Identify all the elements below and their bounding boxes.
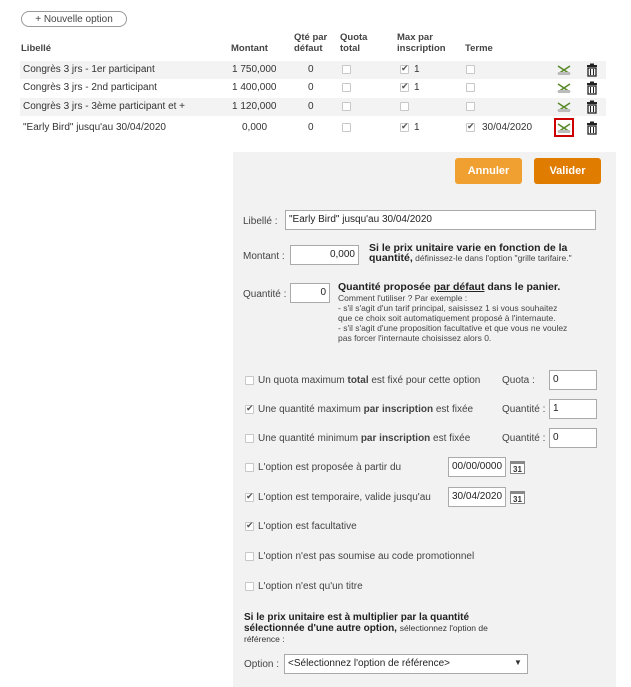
- title-only-label: L'option n'est qu'un titre: [258, 581, 363, 592]
- multiply-note-line3: référence :: [244, 634, 285, 644]
- row-terme-value: 30/04/2020: [482, 122, 533, 133]
- promo-checkbox[interactable]: [245, 552, 254, 561]
- chevron-down-icon[interactable]: ▼: [514, 658, 522, 667]
- cancel-button[interactable]: Annuler: [455, 158, 522, 184]
- row-libelle: Congrès 3 jrs - 3ème participant et +: [23, 101, 186, 112]
- header-libelle: Libellé: [21, 43, 52, 54]
- header-qte-line2: défaut: [294, 43, 323, 54]
- row-max-value: 1: [414, 64, 420, 75]
- min-per-inscription-checkbox[interactable]: [245, 434, 254, 443]
- temporary-label: L'option est temporaire, valide jusqu'au: [258, 492, 431, 503]
- option-ref-label: Option :: [244, 659, 280, 670]
- row-qte: 0: [308, 122, 314, 133]
- optional-checkbox[interactable]: [245, 522, 254, 531]
- row-terme-checkbox[interactable]: [466, 65, 475, 74]
- min-field-label: Quantité :: [502, 433, 546, 444]
- max-field-label: Quantité :: [502, 404, 546, 415]
- table-row[interactable]: [20, 61, 606, 79]
- quantite-help-line: pas forcer l'internaute choisissez alors 0.: [338, 333, 492, 343]
- header-qte: [294, 32, 327, 54]
- trash-icon[interactable]: [585, 63, 599, 77]
- row-qte: 0: [308, 101, 314, 112]
- quota-total-label: Un quota maximum total est fixé pour cette option: [258, 375, 481, 386]
- title-only-checkbox[interactable]: [245, 582, 254, 591]
- edit-tools-icon[interactable]: [557, 100, 571, 114]
- calendar-icon[interactable]: 31: [510, 491, 525, 504]
- row-terme-checkbox[interactable]: [466, 123, 475, 132]
- end-date-input[interactable]: 30/04/2020: [448, 487, 506, 507]
- row-montant: 1 400,000: [232, 82, 277, 93]
- montant-label: Montant :: [243, 251, 285, 262]
- row-terme-checkbox[interactable]: [466, 102, 475, 111]
- row-libelle: Congrès 3 jrs - 2nd participant: [23, 82, 157, 93]
- row-quota-checkbox[interactable]: [342, 123, 351, 132]
- max-per-inscription-checkbox[interactable]: [245, 405, 254, 414]
- header-max-line2: inscription: [397, 43, 446, 54]
- row-libelle: "Early Bird" jusqu'au 30/04/2020: [23, 122, 166, 133]
- row-terme-checkbox[interactable]: [466, 83, 475, 92]
- header-max: [397, 32, 446, 54]
- quantite-input[interactable]: 0: [290, 283, 330, 303]
- libelle-label: Libellé :: [243, 216, 278, 227]
- edit-tools-icon[interactable]: [557, 63, 571, 77]
- validate-button[interactable]: Valider: [534, 158, 601, 184]
- row-qte: 0: [308, 64, 314, 75]
- row-qte: 0: [308, 82, 314, 93]
- min-per-inscription-label: Une quantité minimum par inscription est fixée: [258, 433, 471, 444]
- header-terme: Terme: [465, 43, 493, 54]
- edit-tools-icon[interactable]: [557, 121, 571, 135]
- row-max-value: 1: [414, 82, 420, 93]
- promo-label: L'option n'est pas soumise au code promotionnel: [258, 551, 475, 562]
- new-option-button[interactable]: + Nouvelle option: [21, 11, 127, 27]
- max-input[interactable]: 1: [549, 399, 597, 419]
- trash-icon[interactable]: [585, 100, 599, 114]
- row-montant: 0,000: [242, 122, 268, 133]
- multiply-note-line2: sélectionnée d'une autre option, sélectionnez l'option de: [244, 623, 488, 634]
- edit-option-panel: [233, 152, 616, 687]
- montant-note-bold: Si le prix unitaire varie en fonction de la quantité,: [369, 242, 568, 264]
- trash-icon[interactable]: [585, 81, 599, 95]
- quantite-help-line: - s'il s'agit d'une proposition facultative et que vous ne voulez: [338, 323, 568, 333]
- header-quota-line2: total: [340, 43, 361, 54]
- row-quota-checkbox[interactable]: [342, 83, 351, 92]
- row-max-checkbox[interactable]: [400, 65, 409, 74]
- min-input[interactable]: 0: [549, 428, 597, 448]
- quantite-help-line: Comment l'utiliser ? Par exemple :: [338, 293, 468, 303]
- trash-icon[interactable]: [585, 121, 599, 135]
- multiply-note-line1: Si le prix unitaire est à multiplier par la quantité: [244, 612, 470, 623]
- table-row[interactable]: [20, 98, 606, 116]
- multiply-note: [244, 612, 544, 645]
- row-max-checkbox[interactable]: [400, 102, 409, 111]
- row-max-value: 1: [414, 122, 420, 133]
- montant-note: [369, 243, 599, 263]
- start-date-input[interactable]: 00/00/0000: [448, 457, 506, 477]
- montant-input[interactable]: 0,000: [290, 245, 359, 265]
- start-date-label: L'option est proposée à partir du: [258, 462, 402, 473]
- quantite-title: Quantité proposée par défaut dans le panier.: [338, 281, 561, 293]
- row-quota-checkbox[interactable]: [342, 65, 351, 74]
- max-per-inscription-label: Une quantité maximum par inscription est fixée: [258, 404, 474, 415]
- header-quota: [340, 32, 367, 54]
- row-max-checkbox[interactable]: [400, 123, 409, 132]
- header-montant: Montant: [231, 43, 268, 54]
- optional-label: L'option est facultative: [258, 521, 357, 532]
- table-row[interactable]: [20, 79, 606, 97]
- row-quota-checkbox[interactable]: [342, 102, 351, 111]
- quantite-label: Quantité :: [243, 289, 287, 300]
- start-date-checkbox[interactable]: [245, 463, 254, 472]
- quantite-help: [338, 281, 600, 343]
- quota-input[interactable]: 0: [549, 370, 597, 390]
- row-libelle: Congrès 3 jrs - 1er participant: [23, 64, 155, 75]
- row-max-checkbox[interactable]: [400, 83, 409, 92]
- libelle-input[interactable]: "Early Bird" jusqu'au 30/04/2020: [285, 210, 596, 230]
- option-ref-select[interactable]: <Sélectionnez l'option de référence>: [284, 654, 528, 674]
- row-montant: 1 750,000: [232, 64, 277, 75]
- header-quota-line1: Quota: [340, 32, 368, 43]
- montant-note-rest: définissez-le dans l'option "grille tarifaire.": [415, 253, 572, 263]
- edit-tools-icon[interactable]: [557, 81, 571, 95]
- calendar-icon[interactable]: 31: [510, 461, 525, 474]
- row-montant: 1 120,000: [232, 101, 277, 112]
- quota-total-checkbox[interactable]: [245, 376, 254, 385]
- table-row[interactable]: [20, 119, 606, 137]
- quota-field-label: Quota :: [502, 375, 535, 386]
- header-max-line1: Max par: [397, 32, 433, 43]
- header-qte-line1: Qté par: [294, 32, 328, 43]
- temporary-checkbox[interactable]: [245, 493, 254, 502]
- quantite-help-line: - s'il s'agit d'un tarif principal, saisissez 1 si vous souhaitez: [338, 303, 558, 313]
- quantite-help-line: que ce choix soit automatiquement proposé à l'internaute.: [338, 313, 556, 323]
